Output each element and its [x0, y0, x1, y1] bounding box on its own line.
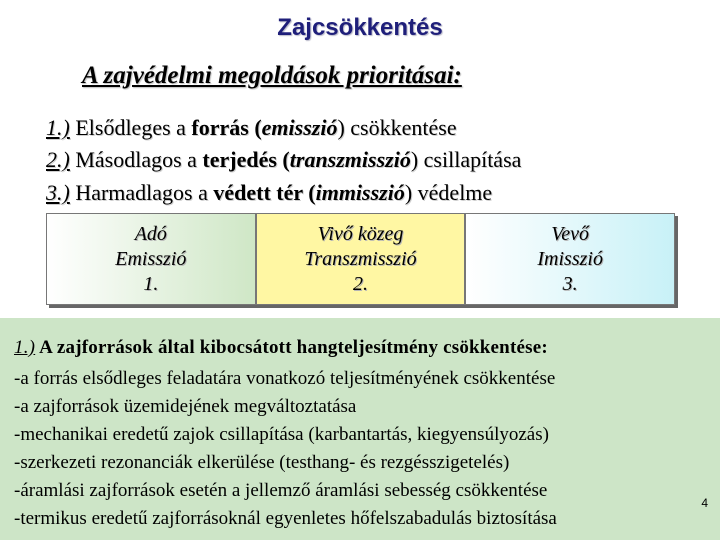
slide-title: Zajcsökkentés — [277, 14, 443, 41]
box-term: Emisszió — [115, 247, 187, 270]
priority-text: Másodlagos a — [69, 147, 203, 172]
slide-subtitle: A zajvédelmi megoldások prioritásai: — [82, 62, 462, 89]
medium-box — [256, 213, 466, 305]
detail-heading-text: A zajforrások által kibocsátott hangteljesítmény csökkentése: — [35, 337, 548, 358]
transmission-chain — [46, 213, 675, 305]
priority-term: immisszió — [315, 180, 405, 205]
priority-item-1 — [46, 115, 457, 141]
priority-strong: védett tér ( — [213, 180, 316, 205]
priority-strong: forrás ( — [191, 115, 262, 140]
box-role: Vivő közeg — [317, 222, 404, 245]
box-role: Vevő — [551, 222, 590, 245]
box-number: 2. — [353, 272, 368, 295]
receiver-box — [465, 213, 675, 305]
priority-term: transzmisszió — [289, 147, 411, 172]
detail-line: -mechanikai eredetű zajok csillapítása (karbantartás, kiegyensúlyozás) — [14, 424, 549, 445]
priority-tail: ) csillapítása — [410, 147, 522, 172]
detail-line: -áramlási zajforrások esetén a jellemző áramlási sebesség csökkentése — [14, 480, 548, 501]
box-number: 1. — [143, 272, 159, 295]
priority-number: 2.) — [46, 147, 70, 172]
detail-line: -a forrás elsődleges feladatára vonatkozó teljesítményének csökkentése — [14, 368, 556, 389]
page-number: 4 — [701, 496, 708, 510]
priority-number: 3.) — [46, 180, 70, 205]
priority-item-3 — [46, 180, 492, 206]
detail-panel — [0, 318, 720, 540]
detail-line: -szerkezeti rezonanciák elkerülése (testhang- és rezgésszigetelés) — [14, 452, 510, 473]
priority-item-2 — [46, 147, 521, 173]
priority-strong: terjedés ( — [202, 147, 290, 172]
detail-line: -a zajforrások üzemidejének megváltoztatása — [14, 396, 357, 417]
box-number: 3. — [562, 272, 578, 295]
priority-number: 1.) — [46, 115, 70, 140]
box-role: Adó — [134, 222, 167, 245]
source-box — [46, 213, 256, 305]
box-term: Imisszió — [537, 247, 603, 270]
priority-tail: ) védelme — [404, 180, 493, 205]
priority-term: emisszió — [261, 115, 338, 140]
detail-heading — [14, 337, 548, 359]
priority-text: Elsődleges a — [69, 115, 192, 140]
priority-text: Harmadlagos a — [69, 180, 214, 205]
detail-line: -termikus eredetű zajforrásoknál egyenletes hőfelszabadulás biztosítása — [14, 508, 557, 529]
box-term: Transzmisszió — [304, 247, 417, 270]
priority-tail: ) csökkentése — [337, 115, 457, 140]
detail-number: 1.) — [14, 337, 36, 358]
